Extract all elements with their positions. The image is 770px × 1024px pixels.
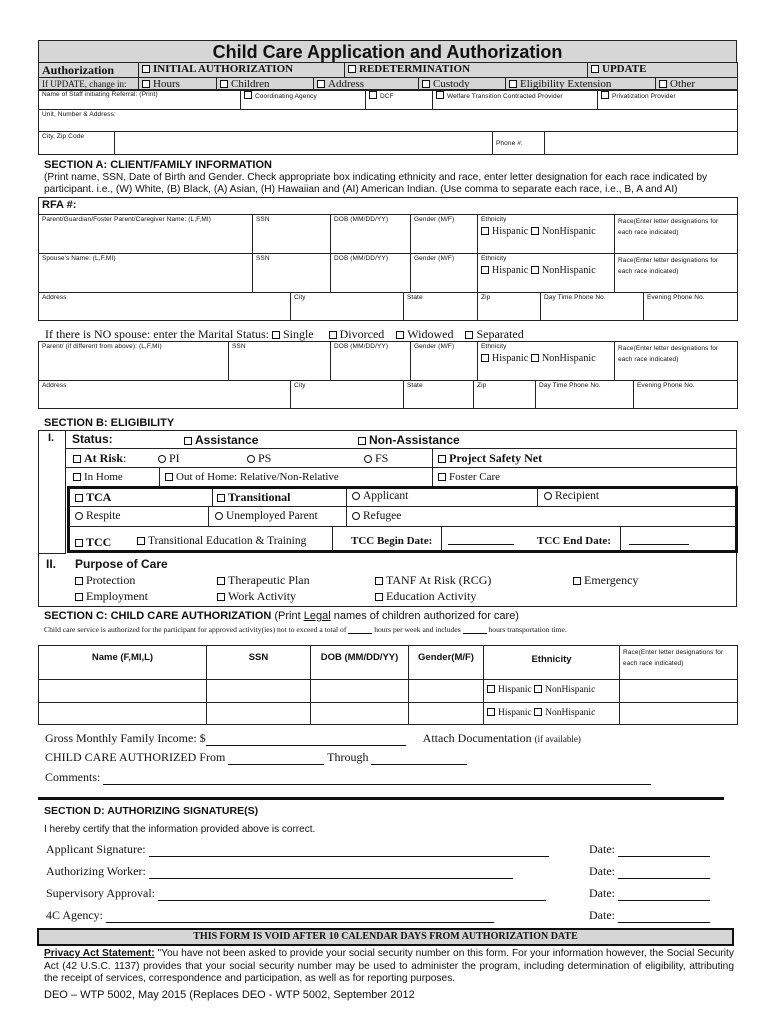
option-label: Eligibility Extension bbox=[520, 78, 612, 90]
form-title: Child Care Application and Authorization bbox=[212, 42, 563, 62]
option-label: DCF bbox=[380, 93, 394, 100]
section-ii-label: II. bbox=[46, 557, 57, 571]
attach-label: Attach Documentation bbox=[422, 731, 532, 745]
pi-radio[interactable] bbox=[158, 455, 166, 463]
option-label: Custody bbox=[433, 78, 470, 90]
emergency-checkbox[interactable] bbox=[573, 577, 581, 585]
referral-privatization[interactable] bbox=[598, 90, 738, 110]
client-table bbox=[38, 197, 738, 293]
parent2-ssn-field[interactable] bbox=[229, 342, 331, 381]
referral-welfare-transition[interactable] bbox=[433, 90, 598, 110]
divorced-checkbox[interactable] bbox=[329, 331, 337, 339]
parent2-dob-field[interactable] bbox=[331, 342, 411, 381]
option-label: Unemployed Parent bbox=[226, 510, 318, 522]
transitional-education-checkbox[interactable] bbox=[137, 537, 145, 545]
applicant-signature-field[interactable] bbox=[149, 847, 549, 857]
checkbox[interactable] bbox=[422, 80, 430, 88]
checkbox[interactable] bbox=[591, 65, 599, 73]
nonhispanic-checkbox[interactable] bbox=[531, 227, 539, 235]
marital-label: If there is NO spouse: enter the Marital Status: bbox=[45, 327, 269, 341]
checkbox[interactable] bbox=[348, 65, 356, 73]
option-label: Address bbox=[328, 78, 365, 90]
rfa-label: RFA #: bbox=[42, 199, 77, 211]
applicant-signature-line bbox=[46, 842, 549, 857]
option-label: FS bbox=[375, 451, 389, 465]
project-safety-net-checkbox[interactable] bbox=[438, 455, 446, 463]
parent2-gender-field[interactable] bbox=[411, 342, 478, 381]
option-label: Refugee bbox=[363, 510, 402, 522]
widowed-checkbox[interactable] bbox=[396, 331, 404, 339]
checkbox[interactable] bbox=[659, 80, 667, 88]
parent-ethnicity bbox=[478, 215, 615, 254]
applicant-radio[interactable] bbox=[352, 492, 360, 500]
evening-phone-field[interactable] bbox=[644, 293, 738, 321]
authorizing-worker-line bbox=[46, 864, 513, 879]
checkbox[interactable] bbox=[220, 80, 228, 88]
heading-text: (Print bbox=[274, 610, 304, 622]
field-label: Name of Staff initiating Referral: (Print) bbox=[42, 91, 158, 98]
4c-agency-line bbox=[46, 908, 494, 923]
evening-phone2-field[interactable] bbox=[634, 381, 738, 409]
checkbox[interactable] bbox=[142, 80, 150, 88]
option-label: Coordinating Agency bbox=[255, 93, 317, 100]
option-label: Welfare Transition Contracted Provider bbox=[447, 93, 563, 100]
signature-label: Supervisory Approval: bbox=[46, 886, 155, 900]
staff-name-field[interactable] bbox=[39, 90, 241, 110]
address2-row bbox=[38, 380, 738, 409]
option-label: INITIAL AUTHORIZATION bbox=[153, 63, 294, 75]
field-label: Parent/Guardian/Foster Parent/Caregiver Name: (L,F,MI) bbox=[42, 216, 212, 223]
colon: : bbox=[123, 451, 127, 465]
marital-status bbox=[45, 327, 524, 342]
children-table bbox=[38, 645, 738, 725]
field-label: Day Time Phone No. bbox=[544, 294, 606, 301]
option-label: NonHispanic bbox=[541, 226, 596, 237]
income-line bbox=[45, 731, 581, 746]
state-field[interactable] bbox=[404, 293, 478, 321]
option-label: Hispanic bbox=[498, 685, 532, 695]
void-notice: THIS FORM IS VOID AFTER 10 CALENDAR DAYS FROM AUTHORIZATION DATE bbox=[37, 928, 734, 946]
education-activity-checkbox[interactable] bbox=[375, 593, 383, 601]
section-d-heading: SECTION D: AUTHORIZING SIGNATURE(S) bbox=[44, 805, 259, 817]
date-field[interactable] bbox=[618, 891, 710, 901]
option-label: NonHispanic bbox=[545, 685, 596, 695]
section-c-heading bbox=[44, 610, 519, 622]
comments-line bbox=[45, 770, 651, 785]
purpose-of-care-heading: Purpose of Care bbox=[75, 557, 168, 571]
spouse-ssn-field[interactable] bbox=[253, 254, 331, 293]
if-update-label: If UPDATE, change in: bbox=[39, 78, 139, 91]
date-label: Date: bbox=[589, 842, 615, 856]
4c-agency-field[interactable] bbox=[106, 913, 494, 923]
city-field[interactable] bbox=[291, 293, 404, 321]
field-label: DOB (MM/DD/YY) bbox=[334, 216, 389, 223]
nonhispanic-checkbox[interactable] bbox=[531, 266, 539, 274]
field-label: Evening Phone No. bbox=[647, 294, 705, 301]
phone-field[interactable] bbox=[545, 132, 738, 155]
at-risk-checkbox[interactable] bbox=[73, 455, 81, 463]
referral-dcf[interactable] bbox=[366, 90, 433, 110]
field-label: Address bbox=[42, 382, 67, 389]
note-text: hours per week and includes bbox=[374, 625, 461, 634]
option-label: Separated bbox=[476, 327, 524, 341]
option-label: Protection bbox=[86, 573, 136, 587]
date-field[interactable] bbox=[618, 847, 710, 857]
field-label: Gender (M/F) bbox=[414, 216, 455, 223]
option-label: Other bbox=[670, 78, 696, 90]
option-label: NonHispanic bbox=[545, 708, 596, 718]
date-label: Date: bbox=[589, 864, 615, 878]
date-line bbox=[589, 886, 710, 901]
child-dob-cell[interactable] bbox=[311, 680, 409, 703]
authorized-from-label: CHILD CARE AUTHORIZED From bbox=[45, 750, 226, 764]
hispanic-checkbox[interactable] bbox=[487, 708, 495, 716]
field-label: DOB (MM/DD/YY) bbox=[334, 343, 389, 350]
non-assistance-checkbox[interactable] bbox=[358, 437, 366, 445]
field-label: City bbox=[294, 382, 306, 389]
recipient-radio[interactable] bbox=[544, 492, 552, 500]
field-label: Ethnicity bbox=[481, 255, 507, 262]
hours-per-week-field[interactable] bbox=[348, 627, 372, 634]
field-label: Zip bbox=[481, 294, 491, 301]
option-label: Transitional Education & Training bbox=[148, 535, 307, 547]
column-header: Name (F,MI,L) bbox=[39, 646, 207, 680]
referral-coordinating-agency[interactable] bbox=[241, 90, 366, 110]
section-a-heading: SECTION A: CLIENT/FAMILY INFORMATION bbox=[44, 159, 272, 171]
field-label: State bbox=[407, 294, 423, 301]
child-race-cell[interactable] bbox=[620, 703, 738, 725]
table-row bbox=[39, 680, 738, 703]
tcc-checkbox[interactable] bbox=[75, 539, 83, 547]
option-label: Emergency bbox=[584, 573, 639, 587]
option-label: Work Activity bbox=[228, 589, 297, 603]
parent2-table bbox=[38, 341, 738, 381]
income-field[interactable] bbox=[206, 736, 406, 746]
section-i-label: I. bbox=[48, 432, 55, 444]
child-gender-cell[interactable] bbox=[409, 680, 484, 703]
option-label: Out of Home: Relative/Non-Relative bbox=[176, 471, 339, 483]
option-label: Non-Assistance bbox=[369, 433, 460, 447]
checkbox[interactable] bbox=[317, 80, 325, 88]
tcc-begin-date-field[interactable] bbox=[448, 535, 514, 545]
option-label: Hispanic bbox=[492, 265, 529, 276]
checkbox[interactable] bbox=[142, 65, 150, 73]
in-home-row bbox=[66, 468, 737, 487]
hispanic-checkbox[interactable] bbox=[487, 685, 495, 693]
option-label: Assistance bbox=[195, 433, 259, 447]
parent-dob-field[interactable] bbox=[331, 215, 411, 254]
unemployed-parent-radio[interactable] bbox=[215, 512, 223, 520]
field-label: Race(Enter letter designations for each race indicated) bbox=[618, 257, 719, 275]
child-race-cell[interactable] bbox=[620, 680, 738, 703]
supervisory-approval-line bbox=[46, 886, 546, 901]
field-label: SSN bbox=[256, 216, 270, 223]
separated-checkbox[interactable] bbox=[465, 331, 473, 339]
child-name-cell[interactable] bbox=[39, 680, 207, 703]
field-label: SSN bbox=[232, 343, 246, 350]
through-label: Through bbox=[327, 750, 369, 764]
option-label: Recipient bbox=[555, 490, 600, 502]
spouse-race-field[interactable] bbox=[615, 254, 738, 293]
supervisory-approval-field[interactable] bbox=[158, 891, 546, 901]
field-label: Ethnicity bbox=[481, 343, 507, 350]
child-name-cell[interactable] bbox=[39, 703, 207, 725]
initial-authorization-option[interactable] bbox=[139, 63, 345, 78]
child-ethnicity-cell bbox=[484, 680, 620, 703]
field-label: State bbox=[407, 382, 423, 389]
table-row bbox=[39, 703, 738, 725]
hispanic-checkbox[interactable] bbox=[481, 354, 489, 362]
option-label: Therapeutic Plan bbox=[228, 573, 310, 587]
option-label: PI bbox=[169, 451, 180, 465]
option-label: UPDATE bbox=[602, 63, 647, 75]
city-row bbox=[38, 131, 738, 155]
authorization-row bbox=[38, 62, 738, 78]
nonhispanic-checkbox[interactable] bbox=[534, 708, 542, 716]
unit-address-field[interactable] bbox=[39, 110, 738, 132]
checkbox[interactable] bbox=[601, 91, 609, 99]
at-risk-row bbox=[66, 449, 737, 468]
rfa-field[interactable] bbox=[39, 198, 738, 215]
authorized-dates-line bbox=[45, 750, 467, 765]
field-label: SSN bbox=[256, 255, 270, 262]
option-label: Transitional bbox=[228, 490, 291, 504]
child-ssn-cell[interactable] bbox=[207, 703, 311, 725]
form-id: DEO – WTP 5002, May 2015 (Replaces DEO - WTP 5002, September 2012 bbox=[44, 989, 415, 1001]
parent-ssn-field[interactable] bbox=[253, 215, 331, 254]
city-zip-field[interactable] bbox=[115, 132, 493, 155]
field-label: Evening Phone No. bbox=[637, 382, 695, 389]
state2-field[interactable] bbox=[404, 381, 474, 409]
option-label: Widowed bbox=[407, 327, 454, 341]
option-label: Hispanic bbox=[492, 353, 529, 364]
option-label: Hispanic bbox=[498, 708, 532, 718]
assistance-checkbox[interactable] bbox=[184, 437, 192, 445]
field-label: Address bbox=[42, 294, 67, 301]
day-phone2-field[interactable] bbox=[536, 381, 634, 409]
option-label: NonHispanic bbox=[541, 353, 596, 364]
section-a-instructions: (Print name, SSN, Date of Birth and Gender. Check appropriate box indicating ethnicity and race, enter letter designation for each race indicated by participant. i.e., (W) White, (B) Black, (A) Asian, (H) Hawaiian and (AI) American Indian. (Use comma to separate each race, i.e., B, A and AI) bbox=[44, 172, 708, 195]
child-ethnicity-cell bbox=[484, 703, 620, 725]
parent-race-field[interactable] bbox=[615, 215, 738, 254]
status-row bbox=[66, 430, 737, 449]
option-label: Foster Care bbox=[449, 471, 501, 483]
signature-label: 4C Agency: bbox=[46, 908, 103, 922]
signature-label: Applicant Signature: bbox=[46, 842, 146, 856]
parent-gender-field[interactable] bbox=[411, 215, 478, 254]
date-field[interactable] bbox=[618, 869, 710, 879]
option-label: TANF At Risk (RCG) bbox=[386, 573, 492, 587]
column-header: Gender(M/F) bbox=[409, 646, 484, 680]
spouse-dob-field[interactable] bbox=[331, 254, 411, 293]
column-header: Ethnicity bbox=[484, 646, 620, 680]
field-label: Race(Enter letter designations for each race indicated) bbox=[618, 345, 719, 363]
spouse-gender-field[interactable] bbox=[411, 254, 478, 293]
protection-checkbox[interactable] bbox=[75, 577, 83, 585]
referral-row bbox=[38, 89, 738, 132]
respite-radio[interactable] bbox=[75, 512, 83, 520]
single-checkbox[interactable] bbox=[272, 331, 280, 339]
zip-field[interactable] bbox=[478, 293, 541, 321]
transport-hours-field[interactable] bbox=[463, 627, 487, 634]
parent2-race-field[interactable] bbox=[615, 342, 738, 381]
checkbox[interactable] bbox=[244, 91, 252, 99]
column-header: Race(Enter letter designations for each race indicated) bbox=[620, 646, 738, 680]
option-label: Divorced bbox=[339, 327, 385, 341]
date-label: Date: bbox=[589, 908, 615, 922]
section-b-heading: SECTION B: ELIGIBILITY bbox=[44, 417, 175, 429]
spouse-name-field[interactable] bbox=[39, 254, 253, 293]
column-header: DOB (MM/DD/YY) bbox=[311, 646, 409, 680]
spouse-ethnicity bbox=[478, 254, 615, 293]
date-label: Date: bbox=[589, 886, 615, 900]
comments-field[interactable] bbox=[103, 775, 651, 785]
option-label: TCC bbox=[86, 535, 112, 549]
child-ssn-cell[interactable] bbox=[207, 680, 311, 703]
hispanic-checkbox[interactable] bbox=[481, 266, 489, 274]
checkbox[interactable] bbox=[436, 91, 444, 99]
date-field[interactable] bbox=[618, 913, 710, 923]
authorization-label: Authorization bbox=[39, 63, 139, 78]
authorizing-worker-field[interactable] bbox=[149, 869, 513, 879]
date-line bbox=[589, 842, 710, 857]
field-label: Parent/ (if different from above): (L,F,MI) bbox=[42, 343, 162, 350]
in-home-checkbox[interactable] bbox=[73, 473, 81, 481]
phone-label: Phone #: bbox=[493, 132, 545, 155]
option-label: Project Safety Net bbox=[449, 451, 543, 465]
income-label: Gross Monthly Family Income: $ bbox=[45, 731, 206, 745]
option-label: Hispanic bbox=[492, 226, 529, 237]
tca-checkbox[interactable] bbox=[75, 494, 83, 502]
fs-radio[interactable] bbox=[364, 455, 372, 463]
redetermination-option[interactable] bbox=[345, 63, 588, 78]
option-label: Single bbox=[282, 327, 314, 341]
note-text: hours transportation time. bbox=[488, 625, 567, 634]
parent2-ethnicity bbox=[478, 342, 615, 381]
tanf-at-risk-checkbox[interactable] bbox=[375, 577, 383, 585]
option-label: Children bbox=[231, 78, 270, 90]
refugee-radio[interactable] bbox=[352, 512, 360, 520]
option-label: At Risk bbox=[84, 451, 124, 465]
option-label: PS bbox=[258, 451, 272, 465]
city-zip-label: City, Zip Code bbox=[39, 132, 115, 155]
field-label: Gender (M/F) bbox=[414, 343, 455, 350]
privacy-text: "You have not been asked to provide your social security number on this form. For your information however, the Social Security Act (42 U.S.C. 1137) provides that your social security number may be used to administer the program, including determination of eligibility, attributing the receipt of services, correspondence and participation, as well as for reporting purposes. bbox=[44, 948, 734, 984]
field-label: Spouse's Name: (L,F.MI) bbox=[42, 255, 116, 262]
option-label: Respite bbox=[86, 510, 121, 522]
foster-care-checkbox[interactable] bbox=[438, 473, 446, 481]
tcc-end-date-field[interactable] bbox=[629, 535, 689, 545]
form-title-bar bbox=[38, 40, 737, 63]
authorization-note bbox=[44, 625, 567, 634]
checkbox[interactable] bbox=[509, 80, 517, 88]
address-row bbox=[38, 292, 738, 321]
option-label: In Home bbox=[84, 471, 123, 483]
option-label: TCA bbox=[86, 490, 112, 504]
child-dob-cell[interactable] bbox=[311, 703, 409, 725]
section-divider bbox=[38, 797, 724, 800]
if-available-label: (if available) bbox=[534, 734, 581, 744]
employment-checkbox[interactable] bbox=[75, 593, 83, 601]
status-label: Status: bbox=[72, 432, 113, 446]
certify-text: I hereby certify that the information provided above is correct. bbox=[44, 824, 316, 835]
checkbox[interactable] bbox=[369, 91, 377, 99]
out-of-home-checkbox[interactable] bbox=[165, 473, 173, 481]
day-phone-field[interactable] bbox=[541, 293, 644, 321]
transitional-checkbox[interactable] bbox=[217, 494, 225, 502]
privacy-statement bbox=[44, 948, 734, 986]
address-field[interactable] bbox=[39, 293, 291, 321]
date-line bbox=[589, 908, 710, 923]
through-date-field[interactable] bbox=[371, 755, 467, 765]
nonhispanic-checkbox[interactable] bbox=[534, 685, 542, 693]
field-label: DOB (MM/DD/YY) bbox=[334, 255, 389, 262]
hispanic-checkbox[interactable] bbox=[481, 227, 489, 235]
field-label: Race(Enter letter designations for each race indicated) bbox=[618, 218, 719, 236]
city2-field[interactable] bbox=[291, 381, 404, 409]
field-label: Gender (M/F) bbox=[414, 255, 455, 262]
from-date-field[interactable] bbox=[228, 755, 324, 765]
option-label: Hours bbox=[153, 78, 180, 90]
heading-text: names of children authorized for care) bbox=[330, 610, 519, 622]
field-label: Zip bbox=[477, 382, 487, 389]
update-option[interactable] bbox=[588, 63, 738, 78]
option-label: Applicant bbox=[363, 490, 409, 502]
work-activity-checkbox[interactable] bbox=[217, 593, 225, 601]
field-label: Ethnicity bbox=[481, 216, 507, 223]
field-label: City bbox=[294, 294, 306, 301]
field-label: Day Time Phone No. bbox=[539, 382, 601, 389]
option-label: REDETERMINATION bbox=[359, 63, 471, 75]
ps-radio[interactable] bbox=[247, 455, 255, 463]
heading-text: SECTION C: CHILD CARE AUTHORIZATION bbox=[44, 610, 272, 622]
therapeutic-plan-checkbox[interactable] bbox=[217, 577, 225, 585]
heading-text: Legal bbox=[303, 610, 331, 622]
option-label: Privatization Provider bbox=[612, 93, 676, 100]
option-label: Employment bbox=[86, 589, 148, 603]
child-gender-cell[interactable] bbox=[409, 703, 484, 725]
tcc-begin-label: TCC Begin Date: bbox=[351, 535, 433, 547]
signature-label: Authorizing Worker: bbox=[46, 864, 146, 878]
date-line bbox=[589, 864, 710, 879]
zip2-field[interactable] bbox=[474, 381, 536, 409]
comments-label: Comments: bbox=[45, 770, 101, 784]
option-label: NonHispanic bbox=[541, 265, 596, 276]
address2-field[interactable] bbox=[39, 381, 291, 409]
field-label: Unit, Number & Address: bbox=[42, 111, 116, 118]
privacy-label: Privacy Act Statement: bbox=[44, 948, 155, 959]
nonhispanic-checkbox[interactable] bbox=[531, 354, 539, 362]
column-header: SSN bbox=[207, 646, 311, 680]
option-label: Education Activity bbox=[386, 589, 477, 603]
parent-name-field[interactable] bbox=[39, 215, 253, 254]
parent2-name-field[interactable] bbox=[39, 342, 229, 381]
tcc-end-label: TCC End Date: bbox=[537, 535, 611, 547]
note-text: Child care service is authorized for the participant for approved activity(ies) not to exceed a total of bbox=[44, 625, 347, 634]
